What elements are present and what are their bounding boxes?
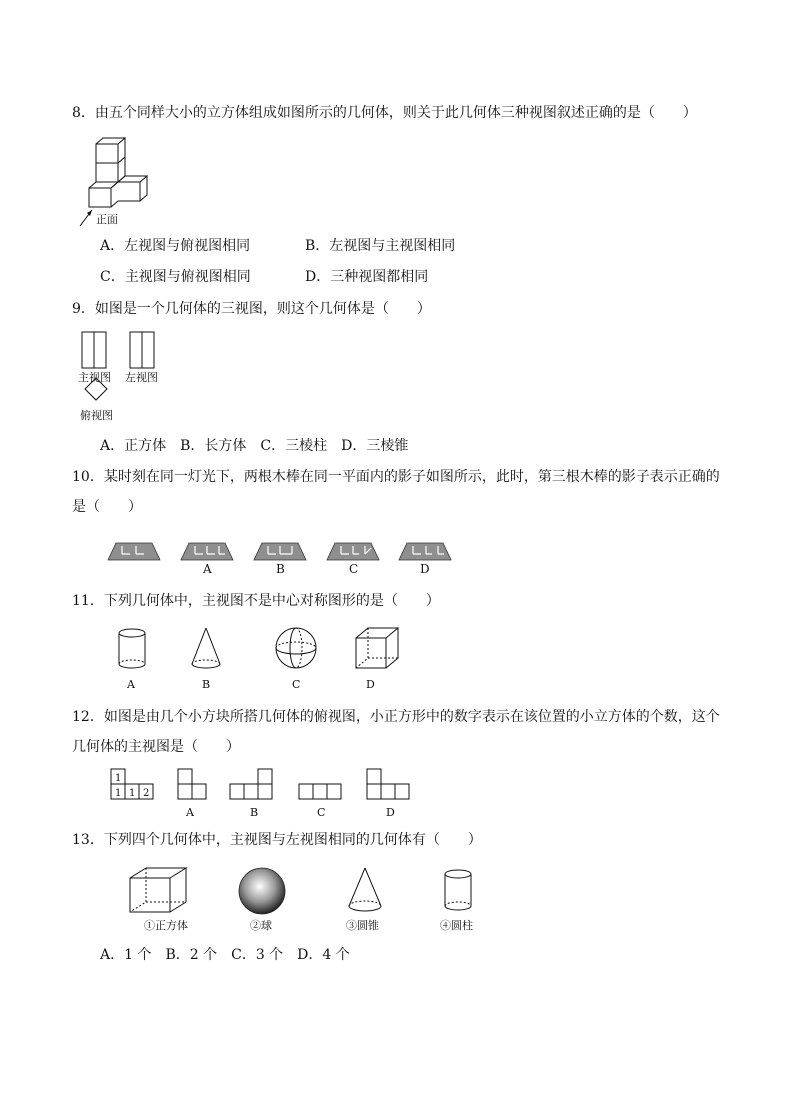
q10-choice-a[interactable]: A (203, 562, 212, 576)
q11-cube (356, 628, 398, 668)
q11-sphere (276, 628, 316, 668)
q13-solids (128, 866, 478, 916)
q13-label-cube: ①正方体 (144, 919, 188, 932)
q10-sample-figure (108, 543, 160, 560)
q10-choice-d[interactable]: D (420, 562, 430, 576)
q9-top-view-label: 俯视图 (80, 409, 113, 422)
q11-cylinder (119, 629, 145, 668)
q9-front-view-label: 主视图 (78, 371, 111, 384)
q13-options[interactable]: A．1 个 B．2 个 C．3 个 D．4 个 (100, 947, 350, 963)
q9-stem: 9．如图是一个几何体的三视图，则这个几何体是（ ） (72, 301, 431, 317)
q12-choice-d[interactable]: D (386, 806, 395, 819)
q10-figure-b (254, 543, 306, 560)
q10-figure-d (399, 543, 451, 560)
q11-stem: 11．下列几何体中，主视图不是中心对称图形的是（ ） (72, 593, 440, 609)
q12-grid-number-3: 1 (129, 788, 136, 799)
q12-grid-number-1: 1 (115, 773, 122, 784)
q10-figure-a (181, 543, 233, 560)
q13-sphere (239, 868, 285, 914)
q12-choice-b[interactable]: B (250, 806, 259, 819)
q13-label-cone: ③圆锥 (346, 919, 379, 932)
q12-grid-number-4: 2 (143, 788, 150, 799)
q10-choice-b[interactable]: B (276, 562, 285, 576)
q13-label-sphere: ②球 (250, 919, 272, 932)
q12-stem-line1: 12．如图是由几个小方块所搭几何体的俯视图，小正方形中的数字表示在该位置的小立方体的个数，这个 (72, 709, 720, 725)
q11-cone (192, 628, 220, 668)
q12-choice-c[interactable]: C (317, 806, 326, 819)
q11-solids (112, 626, 412, 674)
q12-option-d-view (367, 769, 409, 799)
q13-cube (130, 868, 186, 912)
q11-choice-b[interactable]: B (202, 678, 211, 691)
q12-option-b-view (230, 769, 272, 799)
q8-option-a[interactable]: A．左视图与俯视图相同 (100, 238, 251, 254)
q12-option-c-view (299, 784, 341, 799)
q10-figure-c (327, 543, 379, 560)
q12-grid-number-2: 1 (115, 788, 122, 799)
q13-stem: 13．下列四个几何体中，主视图与左视图相同的几何体有（ ） (72, 832, 482, 848)
q10-shadow-figures (108, 540, 458, 564)
q8-option-c[interactable]: C．主视图与俯视图相同 (100, 269, 251, 285)
q12-choice-a[interactable]: A (186, 806, 194, 819)
q13-cone (349, 868, 381, 911)
q11-choice-a[interactable]: A (127, 678, 135, 691)
q8-option-d[interactable]: D．三种视图都相同 (305, 269, 429, 285)
q10-stem-line1: 10．某时刻在同一灯光下，两根木棒在同一平面内的影子如图所示，此时，第三根木棒的影子表示正确的 (72, 469, 720, 485)
q12-figures (108, 767, 418, 803)
q12-option-a-view (178, 769, 206, 799)
q10-stem-line2: 是（ ） (72, 499, 142, 515)
q8-option-b[interactable]: B．左视图与主视图相同 (305, 238, 456, 254)
q10-choice-c[interactable]: C (349, 562, 359, 576)
q8-front-label: 正面 (96, 213, 118, 226)
q13-cylinder (445, 870, 471, 910)
q11-choice-c[interactable]: C (292, 678, 301, 691)
q13-label-cylinder: ④圆柱 (440, 919, 473, 932)
q9-left-view-label: 左视图 (125, 371, 158, 384)
q9-options[interactable]: A．正方体 B．长方体 C．三棱柱 D．三棱锥 (100, 438, 409, 454)
q12-stem-line2: 几何体的主视图是（ ） (72, 739, 240, 755)
q8-stem: 8．由五个同样大小的立方体组成如图所示的几何体，则关于此几何体三种视图叙述正确的是（ ） (72, 105, 697, 121)
q11-choice-d[interactable]: D (366, 678, 375, 691)
